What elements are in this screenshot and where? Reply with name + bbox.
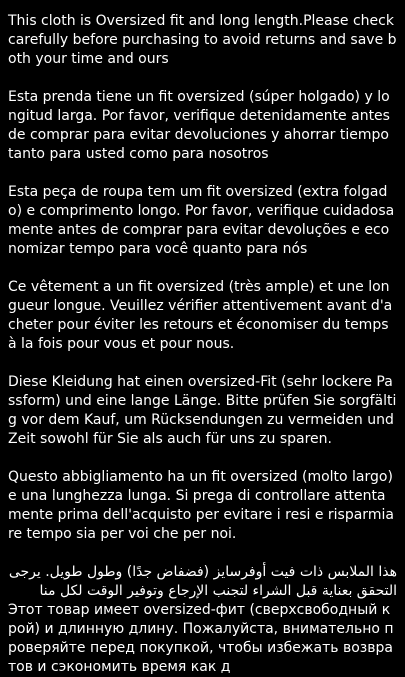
notice-german: Diese Kleidung hat einen oversized-Fit (sehr lockere Passform) und eine lange Länge. Bitte prüfen Sie sorgfältig vor dem Kauf, um Rücksendungen zu vermeiden und Zeit sowohl für Sie als auch für uns zu sparen. bbox=[8, 374, 397, 447]
notice-english: This cloth is Oversized fit and long length.Please check carefully before purchasing to avoid returns and save both your time and ours bbox=[8, 13, 397, 67]
notice-italian: Questo abbigliamento ha un fit oversized (molto largo) e una lunghezza lunga. Si prega di controllare attentamente prima dell'acquisto per evitare i resi e risparmiare tempo sia per voi che per noi. bbox=[8, 469, 394, 542]
notice-arabic: هذا الملابس ذات فيت أوفرسايز (فضفاض جدًا) وطول طويل. يرجى التحقق بعناية قبل الشراء لتجنب الإرجاع وتوفير الوقت لكل منا bbox=[8, 564, 397, 599]
notice-portuguese: Esta peça de roupa tem um fit oversized (extra folgado) e comprimento longo. Por favor, verifique cuidadosamente antes de comprar para evitar devoluções e economizar tempo para você quanto para nós bbox=[8, 184, 395, 257]
notice-russian: Этот товар имеет oversized-фит (сверхсвободный крой) и длинную длину. Пожалуйста, внимательно проверяйте перед покупкой, чтобы избежать возвратов и сэкономить время как д bbox=[8, 602, 394, 675]
notice-french: Ce vêtement a un fit oversized (très ample) et une longueur longue. Veuillez vérifier attentivement avant d'acheter pour éviter les retours et économiser du temps à la fois pour vous et pour nous. bbox=[8, 279, 393, 352]
notice-spanish: Esta prenda tiene un fit oversized (súper holgado) y longitud larga. Por favor, verifique detenidamente antes de comprar para evitar devoluciones y ahorrar tiempo tanto para usted como para nosotros bbox=[8, 89, 390, 162]
